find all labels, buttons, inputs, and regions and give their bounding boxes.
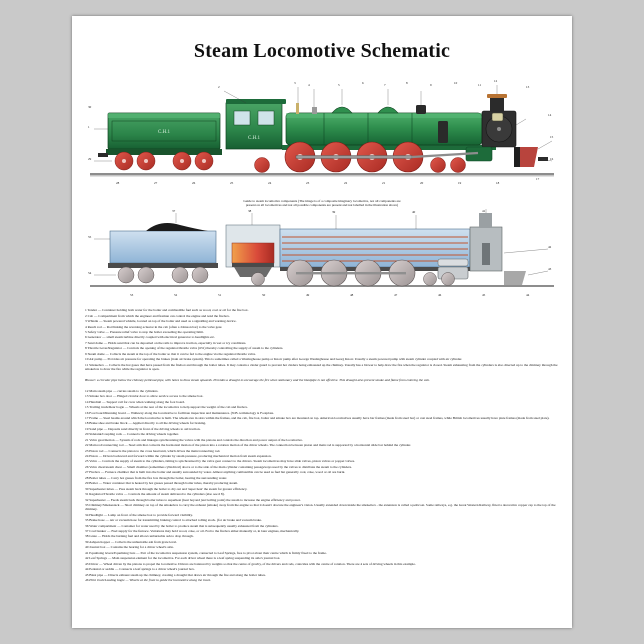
legend-item: 8 Throttle Lever/Regulator — Controls the opening of the regulator/throttle valve (#31) thereby controlling the supply of steam to the cylinders. [85,346,284,351]
legend-item: 5 Safety valve — Pressure relief valve to stop the boiler exceeding the operating limit. [85,330,204,335]
legend-item: 11 Smokebox — Collects the hot gases that have passed from the firebox and through the boiler tubes. It may contain a cinder guard to prevent hot cinders being exhausted up the chimney. Usually has a blower to help draw the fire when the regulator is closed. Steam exhausting from the cylinders is also directed up to the chimney through the smokebox to draw the fire while the regulator is open. [85,362,558,371]
legend-item: 10 Air pump — Provides air pressure for operating the brakes (train air brake system). This is sometimes called a Westinghouse pump or Knorr pump after George Westinghouse and Georg Knorr. Usually a steam powered pump with steam cylinder coupled with air cylinder. [85,357,463,362]
legend-item: 34 Headlight — Lamp on front of the smoke box to provide forward visibility. [85,512,193,517]
legend-item: 22 Main rod/connecting rod — Steel arm that converts the horizontal motion of the piston into a rotation motion of the driver wheels. The connection between piston and main rod is supported by a horizontal slide bar behind the cylinder. [85,443,411,448]
legend-item: 37 Coal bunker — Fuel supply for the furnace. Variations may hold wood, coke, or oil. Fed to the firebox either manually or, in later engines, mechanically. [85,529,300,534]
callout-50: 50 [262,293,266,298]
legend-item: 26 Valve chest/steam chest — Small chamber (sometimes cylindrical) above or to the side of the main cylinder containing passageways used by the valves to distribute the steam to the cylinders. [85,464,352,469]
callout-21: 21 [382,181,386,185]
callout-18: 18 [496,181,500,185]
legend-item: 30 Superheater tubes — Pass steam back through the boiler to dry out and 'super heat' the steam for greater efficiency. [85,486,248,491]
legend-item: 13 Smoke box door — Hinged circular door to allow service access to the smoke box. [85,394,204,399]
cab-lettering: C.H.1 [248,136,260,141]
callout-47: 47 [394,293,398,298]
callout-29: 29 [88,157,92,161]
legend-item: 28 Boiler tubes — Carry hot gasses from the fire box through the boiler, heating the surrounding water. [85,475,228,480]
callout-8: 8 [406,81,408,85]
legend-item: 1 Tender — Container holding both water for the boiler and combustible fuel such as wood, coal or oil for the fire box. [85,308,249,313]
callout-23: 23 [306,181,310,185]
legend-item: 7 Sand dome — Holds sand that can be deposited on the rails to improve traction, especially in wet or icy conditions. [85,340,247,345]
callout-12: 12 [494,79,498,83]
legend-item: 19 Sand pipe — Deposits sand directly in front of the driving wheels to aid traction. [85,426,201,431]
callout-42: 42 [548,245,552,250]
legend-item: 27 Firebox — Furnace chamber that is built into the boiler and usually surrounded by water. Almost anything combustible can be used as fuel but generally coal, coke, wood or oil are burnt. [85,470,346,475]
callout-24: 24 [268,181,272,185]
legend-item: 42 Leaf Springs — Main suspension element for the locomotive. For each driver wheel there is a leaf spring suspending its axle's journal box. [85,556,281,561]
coal-load [146,223,208,231]
legend-item: 6 Generator — small steam turbine directly coupled with electrical generator to headlights etc. [85,335,216,340]
callout-15: 15 [550,135,554,139]
figure-cutaway-view [86,209,558,305]
callout-13: 13 [526,85,530,89]
callout-45: 45 [482,293,486,298]
caption-line-1: Guide to steam locomotive components (The image is of a composite imaginary locomotive, not all components are [243,199,401,203]
legend-item: 21 Valve gear/motion — System of rods and linkages synchronising the valves with the pistons and controls the direction and power output of the locomotive. [85,437,303,442]
callout-6: 6 [362,81,364,85]
legend-item: 43 Driver — Wheel driven by the pistons to propel the locomotive. Drivers are balanced by weights so that the centre of gravity, of the drivers and rods, coincides with the centre of rotation. There are 4 sets of driving wheels in this example. [85,561,416,566]
legend-item: 36 Water compartment — Container for water used by the boiler to produce steam that is subsequently usually exhausted from the cylinders. [85,523,279,528]
poster-canvas [72,16,572,628]
callout-48: 48 [350,293,354,298]
callout-9: 9 [430,83,432,87]
cutaway-locomotive-svg [86,209,558,305]
callout-11: 11 [478,83,482,87]
callout-54: 54 [88,271,92,276]
external-locomotive-svg [86,69,558,195]
grate [232,263,274,267]
caption-line-2: present on all locomotives and not all possible components are present and not labelled in the illustration above) [245,203,399,208]
figure-caption [86,199,558,207]
legend-item: 32 Superheater — Feeds steam back through boiler tubes to superheat (heat beyond just boiling point) the steam to increase the engine efficiency and power. [85,497,301,502]
legend-spacer [85,372,559,376]
legend-spacer: 45 Blast pipe — Directs exhaust steam up the chimney, creating a draught that draws air through the fire and along the boiler tubes. [85,572,266,577]
legend-item: 29 Boiler — Water container that is heated by hot gasses passed through boiler tubes, thereby producing steam. [85,481,239,486]
callout-22: 22 [344,181,348,185]
callout-41: 41 [482,209,486,214]
legend-item: 14 Handrail — Support rail for crew when walking along the foot board. [85,399,185,404]
callout-4: 4 [308,83,310,87]
legend-item: 44 Pedestal or saddle — Connects a leaf springs to a driver wheel's journal box. [85,567,195,572]
callout-10: 10 [454,81,458,85]
callout-43: 43 [548,267,552,272]
figure-external-view [86,69,558,195]
legend-item: 31 Regulator/Throttle valve — Controls the amount of steam delivered to the cylinders (also see # 8). [85,492,225,497]
legend-item: 41 Equalising levers/Equalising bars — Part of the locomotive suspension system, connected to Leaf Springs, free to pivot about their centre which is firmly fixed to the frame. [85,550,327,555]
legend-item: 23 Piston rod — Connects the piston to the cross head unit, which drives the main/connecting rod. [85,448,221,453]
legend-text-block [85,308,559,582]
callout-30: 30 [88,105,92,109]
legend-item: 17 Frame — Steel beams around which the locomotive is built. The wheels run in slots within the frames, and the cab, fire box, boiler and smoke box are mounted on top. American locomotives usually have bar frames (made from steel bar) or cast steel frames, while British locomotives usually have plate frames (made from steel plate). [85,415,550,420]
legend-item: 24 Piston — Driven backward and forward within the cylinder by steam pressure, producing mechanical motion from steam expansion. [85,454,272,458]
legend-item: 40 Journal box — Contains the bearing for a driver wheel's axle. [85,545,174,550]
callout-40: 40 [412,210,416,215]
callout-7: 7 [384,83,386,87]
callout-51: 51 [218,293,222,298]
callout-28: 28 [116,181,120,185]
tender-cutaway [108,223,218,283]
legend-note-baffling: 46 Pilot truck/Leading bogie — Wheels at the front to guide the locomotive along the track. [85,577,211,582]
callout-44: 44 [526,293,530,298]
callout-53: 53 [130,293,134,298]
callout-14: 14 [548,113,552,117]
legend-item: 39 Ashpan hopper — Collects the unburnable ash from grate level. [85,539,177,544]
firebox-cutaway [226,225,280,277]
callout-37: 37 [172,209,176,214]
callout-55: 55 [88,235,92,240]
callout-49: 49 [306,293,310,298]
legend-item: 18 Brake shoe and brake block — Applied directly to all the driving wheels for braking. [85,421,207,426]
tender-group [98,113,222,170]
legend-item: 20 Sidetank/Coupling rods — Connects the driving wheels together. [85,432,179,437]
legend-item: 15 Trailing truck/Rear bogie — Wheels at the rear of the locomotive to help support the weight of the cab and firebox. [85,405,248,410]
legend-item: 38 Grate — Holds the burning fuel and allows unburnable ash to drop through. [85,534,194,539]
legend-item: 25 Valve — Controls the supply of steam to the cylinders, timing is synchronised by the valve gear connect to the drivers. Steam locomotives may have slide valves, piston valves or poppet valves. [85,459,355,464]
legend-item: 12 Main steam pipe — carries steam to the cylinders. [85,388,159,393]
callout-38: 38 [248,209,252,214]
callout-26: 26 [192,181,196,185]
callout-27: 27 [154,181,158,185]
legend-item: 35 Brake hose — Air or vacuum hose for transmitting braking control to attached rolling stock. (for air brake and vacuum brake. [85,518,262,523]
callout-3: 3 [294,81,296,85]
callout-25: 25 [230,181,234,185]
callout-52: 52 [174,293,178,298]
callout-39: 39 [332,210,336,215]
legend-note-blower: Blower: a circular pipe below the chimney petticoat pipe, with holes to blow steam upwards. Provides a draught to encourage the fire when stationary and the blastpipe is not effective. This draught also prevent smoke and flame from entering the cab. [85,377,430,382]
callout-46: 46 [438,293,442,298]
legend-item: 33 Chimney/Smokestack — Short chimney on top of the smokebox to carry the exhaust (smoke) away from the engine so that it doesn't obscure the engineer's vision. Usually extended down inside the smokebox - the extension is called a petticoat. Some railways, e.g. the Great Western Railway, fitted a decorative copper cap to the top of the chimney. [85,502,556,512]
callout-16: 16 [550,157,554,161]
legend-item: 2 Cab — Compartment from which the engineer and fireman can control the engine and tend the firebox. [85,313,230,318]
legend-item: 3 Whistle — Steam powered whistle, located on top of the boiler and used as a signalling and warning device. [85,319,237,324]
legend-item: 16 Foot board/Running board — Walkway along the locomotive to facilitate inspection and maintenance. (N.B. terminology is Footplate. [85,410,274,415]
callout-2: 2 [218,85,220,89]
callout-17: 17 [536,177,540,181]
callout-1: 1 [88,125,90,129]
page-title: Steam Locomotive Schematic [193,40,451,62]
callout-19: 19 [458,181,462,185]
legend-spacer [85,383,559,387]
blast-pipe [482,243,490,265]
callout-20: 20 [420,181,424,185]
callout-5: 5 [338,83,340,87]
tender-lettering: C.H.1 [158,130,170,135]
legend-item: 9 Steam dome — Collects the steam at the top of the boiler so that it can be fed to the engine via the regulator/throttle valve. [85,351,257,356]
legend-item: 4 Reach rod — Rod linking the reversing actuator in the cab (often a Johnson bar) to the valve gear. [85,324,223,329]
cab-group [226,99,286,149]
